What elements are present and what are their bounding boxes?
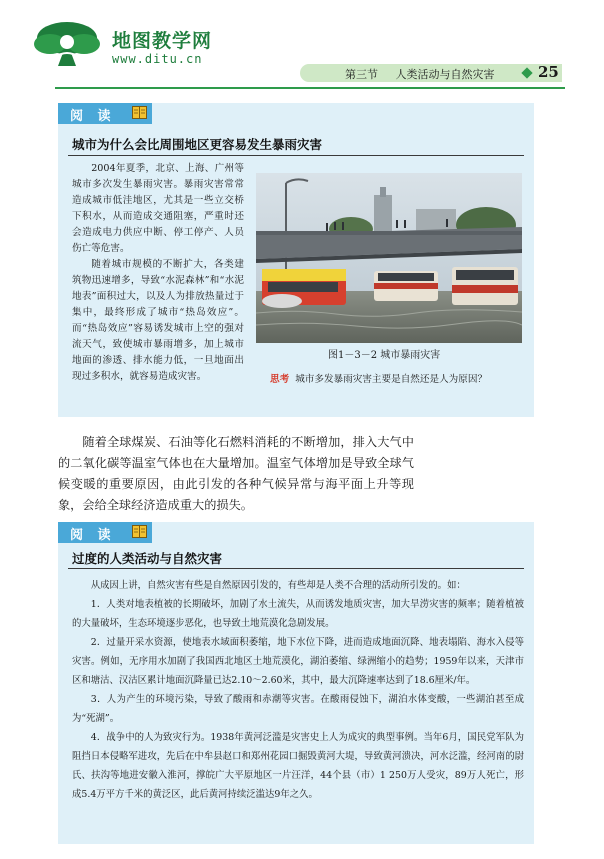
book-icon [132, 106, 147, 119]
reading-tag [58, 103, 152, 124]
reading-tag [58, 522, 152, 543]
logo-url: www.ditu.cn [112, 52, 203, 66]
reading-body [72, 161, 244, 385]
chapter-label: 人类活动与自然灾害 [395, 68, 495, 81]
think-label: 思考 [270, 374, 290, 385]
reading-box-2 [58, 522, 534, 844]
body-paragraph [58, 432, 414, 516]
paragraph: 从成因上讲，自然灾害有些是自然原因引发的，有些却是人类不合理的活动所引发的。如： [90, 580, 466, 591]
paragraph: 2．过量开采水资源，使地表水域面积萎缩，地下水位下降，进而造成地面沉降、地表塌陷、海水入侵等灾害。例如，无序用水加剧了我国西北地区土地荒漠化，湖泊萎缩、绿洲缩小的趋势；1959年以来，天津市区和塘沽、汉沽区累计地面沉降量已达2.10～2.60米，其中，最大沉降速率达到了18.6厘米/年。 [72, 637, 524, 686]
title-rule [68, 155, 524, 156]
section-label: 第三节 [345, 68, 378, 81]
reading-title: 城市为什么会比周围地区更容易发生暴雨灾害 [72, 137, 323, 152]
flooded-city-photo [256, 173, 522, 343]
reading-box-1 [58, 103, 534, 417]
running-header [345, 66, 495, 82]
book-icon [132, 525, 147, 538]
reading-title: 过度的人类活动与自然灾害 [72, 551, 223, 566]
page-number: 25 [538, 63, 559, 81]
reading-tag-label: 阅 读 [70, 528, 116, 543]
paragraph: 1．人类对地表植被的长期破坏，加剧了水土流失，从而诱发地质灾害，加大旱涝灾害的频率；随着植被的大量破坏，生态环境逐步恶化，也导致土地荒漠化急剧发展。 [72, 599, 524, 629]
paragraph: 随着城市规模的不断扩大，各类建筑物迅速增多，导致“水泥森林”和“水泥地表”面积过大，以及人为排放热量过于集中，最终形成了城市“热岛效应”。而“热岛效应”容易诱发城市上空的强对流天气，致使城市暴雨增多，加上城市地面的渗透、排水能力低，一旦地面出现过多积水，就容易造成灾害。 [72, 259, 244, 382]
think-question [270, 371, 487, 385]
title-rule [68, 568, 524, 569]
header-rule [55, 87, 565, 89]
figure-caption: 图1－3－2 城市暴雨灾害 [328, 350, 441, 361]
paragraph: 随着全球煤炭、石油等化石燃料消耗的不断增加，排入大气中的二氧化碳等温室气体也在大量增加。温室气体增加是导致全球气候变暖的重要原因，由此引发的各种气候异常与海平面上升等现象，会给全球经济造成重大的损失。 [58, 435, 414, 512]
paragraph: 3．人为产生的环境污染，导致了酸雨和赤潮等灾害。在酸雨侵蚀下，湖泊水体变酸，一些湖泊甚至成为“死湖”。 [72, 694, 524, 724]
logo-title: 地图教学网 [112, 30, 213, 52]
think-text: 城市多发暴雨灾害主要是自然还是人为原因？ [295, 374, 488, 385]
paragraph: 2004年夏季，北京、上海、广州等城市多次发生暴雨灾害。暴雨灾害常常造成城市低洼地区，尤其是一些立交桥下积水，从而造成交通阻塞，严重时还会造成电力供应中断、停工停产、人员伤亡等危害。 [72, 163, 244, 254]
reading-tag-label: 阅 读 [70, 109, 116, 124]
paragraph: 4．战争中的人为致灾行为。1938年黄河泛滥是灾害史上人为成灾的典型事例。当年6月，国民党军队为阻挡日本侵略军进攻，先后在中牟县赵口和郑州花园口掘毁黄河大堤，导致黄河溃决，河水泛滥，经河南的尉氏、扶沟等地进安徽入淮河，撑皖广大平原地区一片汪洋，44个县（市）1 250万人受灾，89万人死亡，形成5.4万平方千米的黄泛区，此后黄河持续泛滥达9年之久。 [72, 732, 524, 800]
tree-logo-icon [22, 18, 112, 70]
reading-body [72, 576, 524, 804]
